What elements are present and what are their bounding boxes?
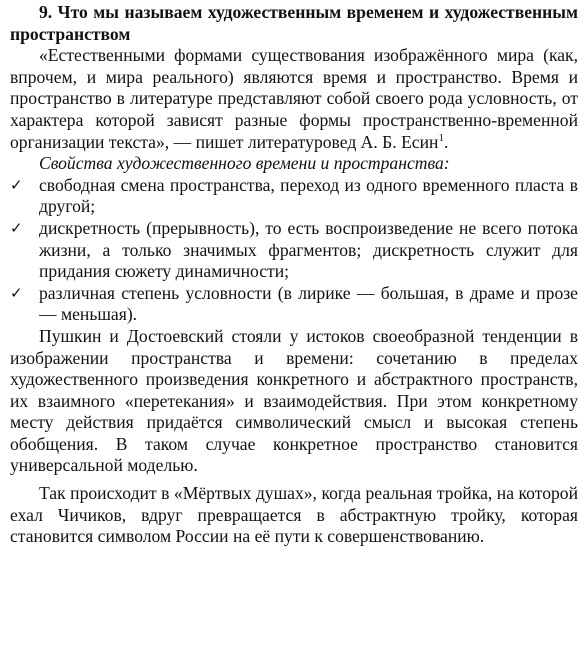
check-icon: ✓ (10, 218, 23, 237)
list-item-text: различная степень условности (в лирике — большая, в драме и прозе — меньшая). (39, 282, 578, 325)
list-item-text: свободная смена пространства, переход из одного временного пласта в другой; (39, 174, 578, 217)
check-icon: ✓ (10, 175, 23, 194)
quote-paragraph (10, 45, 578, 153)
check-icon: ✓ (10, 283, 23, 302)
footnote-mark: 1 (438, 131, 444, 144)
list-item-text: дискретность (прерывность), то есть воспроизведение не всего потока жизни, а только значимых фрагментов; дискретность служит для придания сюжету динамичности; (39, 217, 578, 282)
properties-title: Свойства художественного времени и пространства: (39, 153, 450, 174)
quote-end: . (443, 131, 449, 152)
quote-text: «Естественными формами существования изображённого мира (как, впрочем, и мира реального) являются время и пространство. Время и пространство в литературе представляют собой своего рода условность, от характера которой зависят разные формы пространственно-временной организации текста», — пишет литературовед А. Б. Есин (10, 45, 578, 152)
section-heading: 9. Что мы называем художественным временем и художественным пространством (10, 2, 578, 44)
list-item (10, 175, 578, 218)
body-paragraph: Так происходит в «Мёртвых душах», когда реальная тройка, на которой ехал Чичиков, вдруг превращается в абстрактную тройку, которая становится символом России на её пути к совершенствованию. (10, 483, 578, 547)
list-item (10, 283, 578, 326)
body-paragraph: Пушкин и Достоевский стояли у истоков своеобразной тенденции в изображении пространства и времени: сочетанию в пределах художественного произведения конкретного и абстрактного пространств, их взаимного «перетекания» и взаимодействия. При этом конкретному месту действия придаётся символический смысл и высокая степень обобщения. В таком случае конкретное пространство становится универсальной моделью. (10, 325, 578, 476)
list-item (10, 218, 578, 283)
properties-list (10, 175, 578, 326)
